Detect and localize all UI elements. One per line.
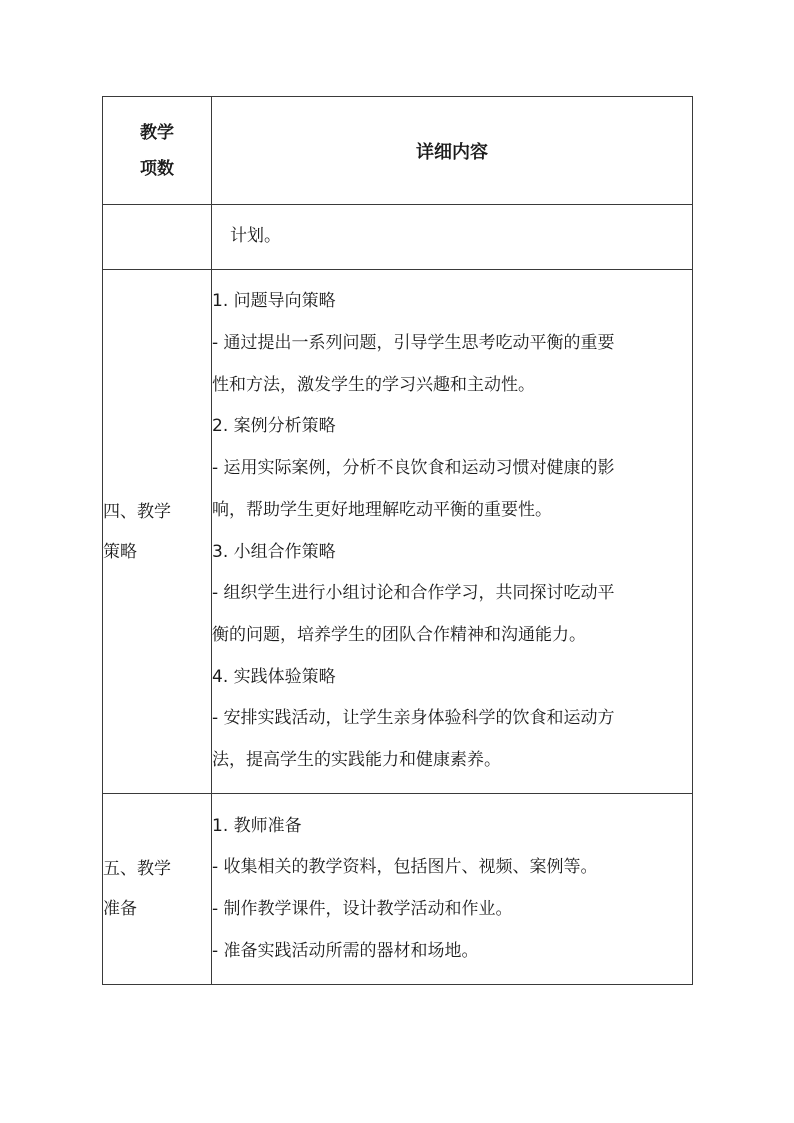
row-preparation-label-line1: 五、教学 bbox=[103, 859, 171, 879]
row-strategy-label-cell bbox=[103, 270, 212, 794]
row-strategy-label-line2: 策略 bbox=[103, 541, 137, 562]
strategy-line: 2. 案例分析策略 bbox=[212, 416, 336, 437]
strategy-line: 响，帮助学生更好地理解吃动平衡的重要性。 bbox=[212, 499, 552, 520]
strategy-line: 衡的问题，培养学生的团队合作精神和沟通能力。 bbox=[212, 624, 586, 645]
preparation-line: 1. 教师准备 bbox=[212, 815, 302, 836]
strategy-line: - 运用实际案例，分析不良饮食和运动习惯对健康的影 bbox=[212, 458, 615, 479]
row-strategy-label-line1: 四、教学 bbox=[103, 501, 171, 522]
strategy-line: - 组织学生进行小组讨论和合作学习，共同探讨吃动平 bbox=[212, 583, 615, 604]
preparation-line: - 收集相关的教学资料，包括图片、视频、案例等。 bbox=[212, 857, 598, 878]
header-left-line1: 教学 bbox=[140, 122, 174, 143]
row-plan-text: 计划。 bbox=[230, 226, 281, 247]
strategy-line: - 安排实践活动，让学生亲身体验科学的饮食和运动方 bbox=[212, 708, 615, 729]
row-strategy-content-cell bbox=[212, 270, 693, 794]
strategy-line: 1. 问题导向策略 bbox=[212, 291, 336, 312]
header-item-count-cell bbox=[103, 97, 212, 205]
table-row-plan bbox=[103, 205, 693, 270]
row-plan-label-cell bbox=[103, 205, 212, 270]
lesson-plan-table bbox=[102, 96, 693, 985]
table-header-row bbox=[103, 97, 693, 205]
strategy-line: 法，提高学生的实践能力和健康素养。 bbox=[212, 750, 501, 771]
strategy-line: 性和方法，激发学生的学习兴趣和主动性。 bbox=[212, 374, 535, 395]
table-row-preparation bbox=[103, 794, 693, 985]
row-preparation-content-cell bbox=[212, 794, 693, 985]
header-left-line2: 项数 bbox=[140, 158, 174, 179]
row-preparation-label-line2: 准备 bbox=[103, 899, 137, 919]
header-detail-cell: 详细内容 bbox=[212, 97, 693, 205]
row-preparation-label-cell bbox=[103, 794, 212, 985]
preparation-line: - 制作教学课件，设计教学活动和作业。 bbox=[212, 899, 513, 919]
strategy-line: 3. 小组合作策略 bbox=[212, 541, 336, 562]
strategy-line: 4. 实践体验策略 bbox=[212, 666, 336, 687]
preparation-line: - 准备实践活动所需的器材和场地。 bbox=[212, 940, 479, 961]
row-plan-content-cell bbox=[212, 205, 693, 270]
table-row-strategy bbox=[103, 270, 693, 794]
strategy-line: - 通过提出一系列问题，引导学生思考吃动平衡的重要 bbox=[212, 332, 615, 353]
